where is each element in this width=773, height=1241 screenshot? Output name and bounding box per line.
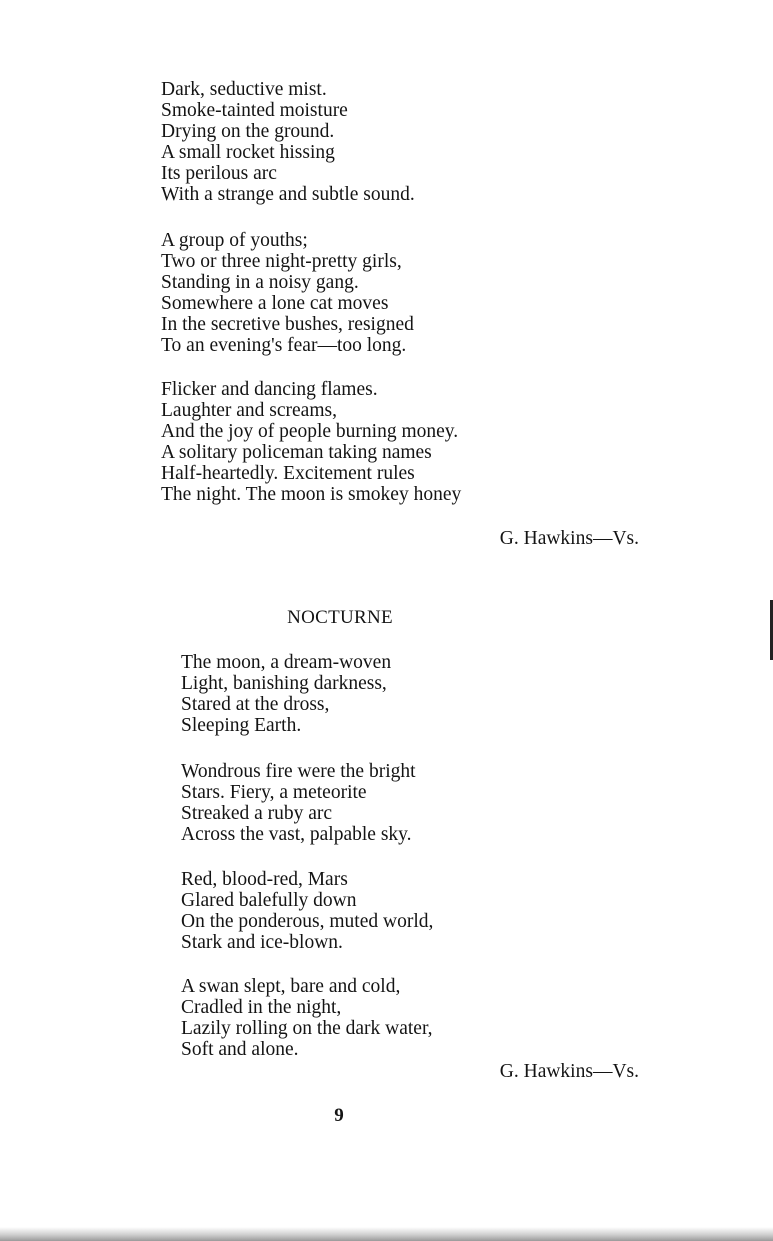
poem-line: Stark and ice-blown. <box>181 932 343 953</box>
poem-line: Across the vast, palpable sky. <box>181 824 412 845</box>
poem-line: Red, blood-red, Mars <box>181 869 348 890</box>
poem-line: Lazily rolling on the dark water, <box>181 1018 433 1039</box>
poem-line: On the ponderous, muted world, <box>181 911 434 932</box>
poem-line: And the joy of people burning money. <box>161 421 459 442</box>
poem-line: The moon, a dream-woven <box>181 652 392 673</box>
poem-line: Two or three night-pretty girls, <box>161 251 402 272</box>
poem-line: Streaked a ruby arc <box>181 803 333 824</box>
poem-line: To an evening's fear—too long. <box>161 335 407 356</box>
poem-line: A small rocket hissing <box>161 142 335 163</box>
page-number: 9 <box>334 1105 344 1126</box>
poem-line: A swan slept, bare and cold, <box>181 976 401 997</box>
poem-line: Standing in a noisy gang. <box>161 272 359 293</box>
poem-title: NOCTURNE <box>287 607 393 628</box>
poem-line: Cradled in the night, <box>181 997 342 1018</box>
author-signature: G. Hawkins—Vs. <box>499 1061 639 1082</box>
poem-line: Half-heartedly. Excitement rules <box>161 463 415 484</box>
poem-line: Dark, seductive mist. <box>161 79 327 100</box>
poem-line: Drying on the ground. <box>161 121 335 142</box>
poem-line: Its perilous arc <box>161 163 277 184</box>
poem-line: Flicker and dancing flames. <box>161 379 378 400</box>
poem-line: Laughter and screams, <box>161 400 337 421</box>
poem-line: A solitary policeman taking names <box>161 442 432 463</box>
poem-line: With a strange and subtle sound. <box>161 184 415 205</box>
poem-line: The night. The moon is smokey honey <box>161 484 462 505</box>
poem-line: Wondrous fire were the bright <box>181 761 416 782</box>
page-bottom-shadow <box>0 1227 773 1241</box>
poem-line: A group of youths; <box>161 230 308 251</box>
poem-line: Sleeping Earth. <box>181 715 302 736</box>
poem-line: Soft and alone. <box>181 1039 299 1060</box>
poem-line: Somewhere a lone cat moves <box>161 293 389 314</box>
poem-line: In the secretive bushes, resigned <box>161 314 414 335</box>
author-signature: G. Hawkins—Vs. <box>499 528 639 549</box>
poem-line: Light, banishing darkness, <box>181 673 387 694</box>
poem-line: Stars. Fiery, a meteorite <box>181 782 367 803</box>
poem-line: Stared at the dross, <box>181 694 330 715</box>
poem-line: Smoke-tainted moisture <box>161 100 348 121</box>
poem-line: Glared balefully down <box>181 890 357 911</box>
